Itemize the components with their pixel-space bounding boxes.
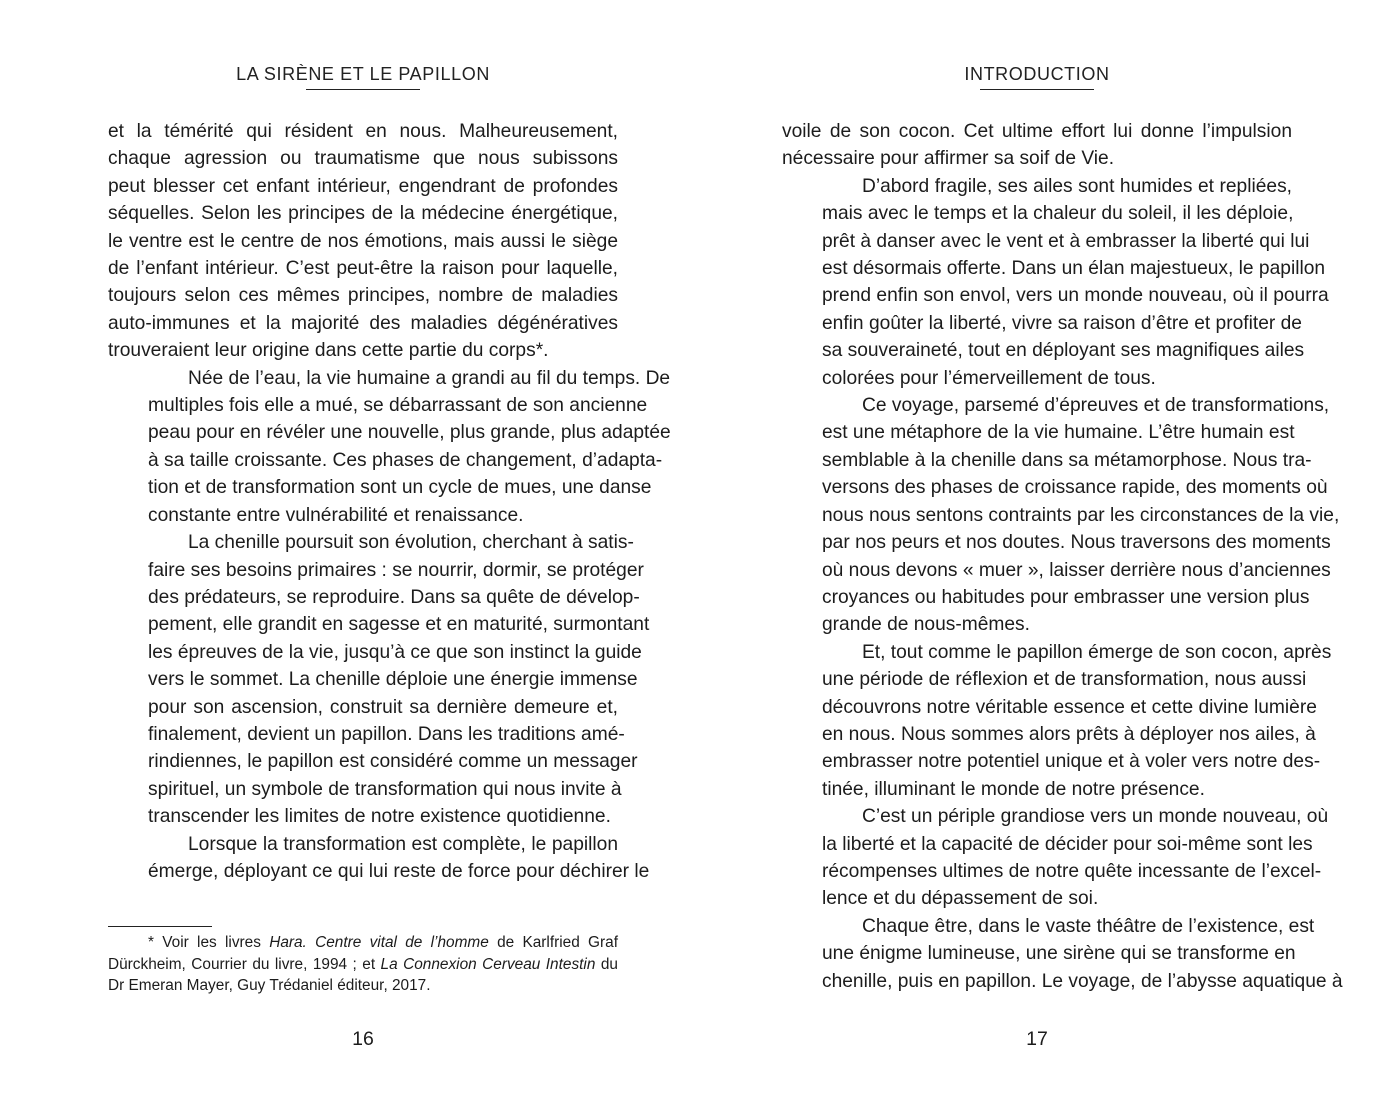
body-text-right	[782, 118, 1343, 995]
paragraph	[782, 639, 1332, 803]
text-line: est une métaphore de la vie humaine. L’être humain est	[822, 422, 1295, 444]
text-line: la liberté et la capacité de décider pour soi-même sont les	[822, 833, 1313, 855]
text-line: faire ses besoins primaires : se nourrir, dormir, se protéger	[148, 559, 644, 581]
paragraph	[108, 365, 671, 529]
text-line: lence et du dépassement de soi.	[822, 888, 1099, 910]
footnote-line: Dr Emeran Mayer, Guy Trédaniel éditeur, 2017.	[108, 977, 431, 994]
right-page	[782, 0, 1343, 1115]
text-line: découvrons notre véritable essence et cette divine lumière	[822, 696, 1317, 718]
left-page	[108, 0, 671, 1115]
text-line: récompenses ultimes de notre quête incessante de l’excel-	[822, 860, 1322, 882]
paragraph	[782, 173, 1329, 392]
text-line: vers le sommet. La chenille déploie une énergie immense	[148, 669, 638, 691]
running-head-rule-right	[980, 89, 1094, 90]
text-line: grande de nous-mêmes.	[822, 614, 1030, 636]
text-line: en nous. Nous sommes alors prêts à déployer nos ailes, à	[822, 723, 1316, 745]
text-line: des prédateurs, se reproduire. Dans sa quête de dévelop-	[148, 586, 640, 608]
text-line: C’est un périple grandiose vers un monde nouveau, où	[862, 806, 1329, 828]
body-text-left	[108, 118, 671, 885]
paragraph	[108, 118, 618, 365]
footnote-book-title: La Connexion Cerveau Intestin	[380, 955, 596, 973]
text-line: peut blesser cet enfant intérieur, engendrant de profondes	[108, 175, 618, 197]
text-line: chaque agression ou traumatisme que nous subissons	[108, 148, 618, 170]
text-line: multiples fois elle a mué, se débarrassant de son ancienne	[148, 395, 648, 417]
running-head-rule-left	[306, 89, 420, 90]
text-line: toujours selon ces mêmes principes, nombre de maladies	[108, 285, 618, 307]
text-line: voile de son cocon. Cet ultime effort lui donne l’impulsion	[782, 121, 1292, 142]
text-line: auto-immunes et la majorité des maladies dégénératives	[108, 312, 618, 334]
footnote	[108, 932, 618, 997]
text-line: trouveraient leur origine dans cette partie du corps*.	[108, 340, 549, 362]
text-line: transcender les limites de notre existence quotidienne.	[148, 806, 611, 828]
text-line: Ce voyage, parsemé d’épreuves et de transformations,	[862, 395, 1330, 417]
text-line: enfin goûter la liberté, vivre sa raison d’être et profiter de	[822, 312, 1302, 334]
text-line: embrasser notre potentiel unique et à voler vers notre des-	[822, 751, 1321, 773]
text-line: mais avec le temps et la chaleur du soleil, il les déploie,	[822, 203, 1294, 225]
text-line: versons des phases de croissance rapide, des moments où	[822, 477, 1328, 499]
text-line: le ventre est le centre de nos émotions, mais aussi le siège	[108, 230, 618, 252]
text-line: nous nous sentons contraints par les circonstances de la vie,	[822, 504, 1340, 526]
text-line: croyances ou habitudes pour embrasser une version plus	[822, 586, 1310, 608]
paragraph	[782, 913, 1343, 995]
footnote-line	[108, 954, 618, 976]
text-line: et la témérité qui résident en nous. Malheureusement,	[108, 121, 618, 142]
footnote-text: de Karlfried Graf	[488, 934, 618, 951]
footnote-text: * Voir les livres	[148, 934, 270, 951]
text-line: émerge, déployant ce qui lui reste de force pour déchirer le	[148, 860, 650, 882]
text-line: constante entre vulnérabilité et renaissance.	[148, 504, 524, 526]
text-line: de l’enfant intérieur. C’est peut-être la raison pour laquelle,	[108, 258, 618, 280]
paragraph	[108, 529, 650, 830]
text-line: est désormais offerte. Dans un élan majestueux, le papillon	[822, 258, 1326, 280]
footnote-text: Dürckheim, Courrier du livre, 1994 ; et	[108, 955, 381, 973]
paragraph	[782, 392, 1340, 639]
text-line: les épreuves de la vie, jusqu’à ce que son instinct la guide	[148, 641, 642, 663]
text-line: chenille, puis en papillon. Le voyage, de l’abysse aquatique à	[822, 970, 1343, 992]
paragraph	[782, 118, 1292, 173]
text-line: pour son ascension, construit sa dernière demeure et,	[148, 696, 618, 718]
text-line: spirituel, un symbole de transformation qui nous invite à	[148, 778, 622, 800]
text-line: séquelles. Selon les principes de la médecine énergétique,	[108, 203, 618, 225]
text-line: Née de l’eau, la vie humaine a grandi au fil du temps. De	[188, 367, 671, 389]
text-line: sa souveraineté, tout en déployant ses magnifiques ailes	[822, 340, 1305, 362]
footnote-book-title: Hara. Centre vital de l’homme	[269, 934, 489, 951]
text-line: où nous devons « muer », laisser derrière nous d’anciennes	[822, 559, 1331, 581]
page-number-right: 17	[1026, 1028, 1048, 1050]
text-line: rindiennes, le papillon est considéré comme un messager	[148, 751, 638, 773]
text-line: une période de réflexion et de transformation, nous aussi	[822, 669, 1307, 691]
running-head-right: INTRODUCTION	[964, 64, 1110, 84]
page-number-left: 16	[352, 1028, 374, 1050]
paragraph	[108, 831, 650, 886]
text-line: D’abord fragile, ses ailes sont humides et repliées,	[862, 175, 1292, 197]
text-line: Et, tout comme le papillon émerge de son cocon, après	[862, 641, 1332, 663]
footnote-text: du	[595, 955, 618, 973]
text-line: prend enfin son envol, vers un monde nouveau, où il pourra	[822, 285, 1329, 307]
paragraph	[782, 803, 1329, 913]
text-line: La chenille poursuit son évolution, cherchant à satis-	[188, 532, 634, 554]
text-line: pement, elle grandit en sagesse et en maturité, surmontant	[148, 614, 650, 636]
text-line: par nos peurs et nos doutes. Nous traversons des moments	[822, 532, 1331, 554]
footnote-line	[108, 932, 618, 954]
text-line: colorées pour l’émerveillement de tous.	[822, 367, 1156, 389]
text-line: une énigme lumineuse, une sirène qui se transforme en	[822, 943, 1296, 965]
text-line: semblable à la chenille dans sa métamorphose. Nous tra-	[822, 449, 1312, 471]
text-line: prêt à danser avec le vent et à embrasser la liberté qui lui	[822, 230, 1310, 252]
text-line: Lorsque la transformation est complète, le papillon	[188, 833, 618, 855]
text-line: peau pour en révéler une nouvelle, plus grande, plus adaptée	[148, 422, 671, 444]
running-head-left: LA SIRÈNE ET LE PAPILLON	[236, 64, 490, 84]
text-line: tinée, illuminant le monde de notre présence.	[822, 778, 1205, 800]
text-line: Chaque être, dans le vaste théâtre de l’existence, est	[862, 915, 1315, 937]
text-line: finalement, devient un papillon. Dans les traditions amé-	[148, 723, 625, 745]
footnote-rule	[108, 926, 212, 927]
text-line: nécessaire pour affirmer sa soif de Vie.	[782, 148, 1115, 170]
text-line: à sa taille croissante. Ces phases de changement, d’adapta-	[148, 449, 663, 471]
text-line: tion et de transformation sont un cycle de mues, une danse	[148, 477, 652, 499]
